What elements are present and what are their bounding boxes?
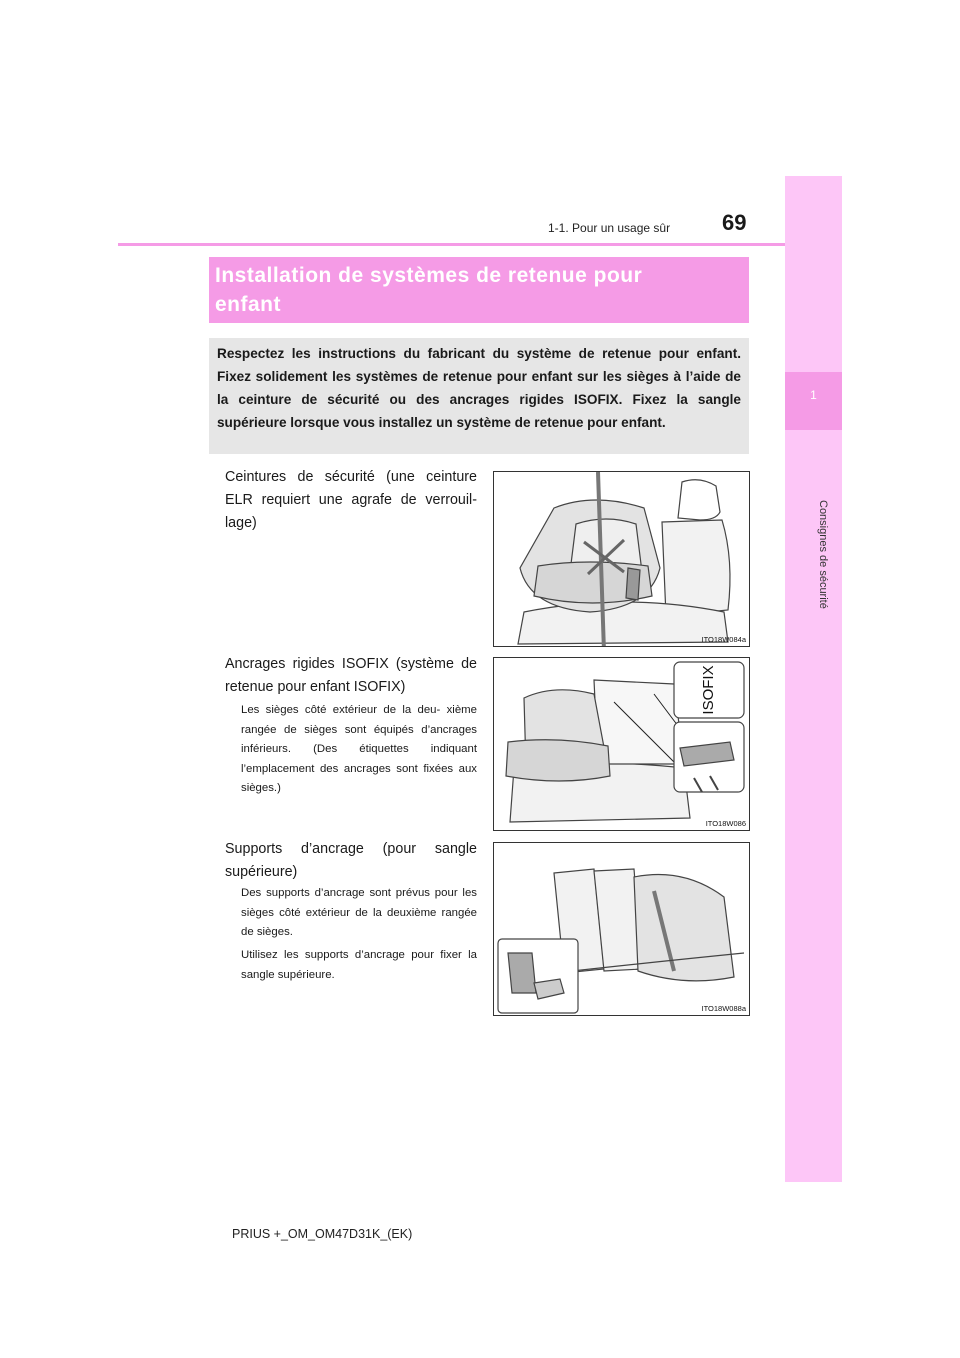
section-title-box — [209, 257, 749, 323]
item-title-isofix: Ancrages rigides ISOFIX (système de retenue pour enfant ISOFIX) — [225, 656, 477, 695]
section-title — [215, 261, 743, 319]
section-title-line2: enfant — [215, 293, 281, 316]
figure-code: ITO18W086 — [705, 819, 746, 828]
document-code-footer: PRIUS +_OM_OM47D31K_(EK) — [232, 1227, 413, 1241]
page-number: 69 — [722, 210, 747, 235]
item-title-seatbelt: Ceintures de sécurité (une ceinture ELR requiert une agrafe de verrouil- lage) — [225, 469, 477, 531]
chapter-label: Consignes de sécurité — [817, 500, 829, 609]
figure-anchor-brackets — [493, 842, 750, 1016]
intro-text: Respectez les instructions du fabricant du système de retenue pour enfant. Fixez solidement les systèmes de retenue pour enfant sur les sièges à l’aide de la ceinture de sécurité ou des ancrages rigides ISOFIX. Fixez la sangle supérieure lorsque vous installez un système de retenue pour enfant. — [217, 346, 741, 430]
intro-box — [209, 338, 749, 454]
chapter-side-tab — [785, 176, 842, 1182]
item-title-anchor-brackets: Supports d’ancrage (pour sangle supérieure) — [225, 841, 477, 880]
child-seat-seatbelt-illustration — [494, 472, 749, 646]
section-reference: 1-1. Pour un usage sûr — [548, 221, 671, 235]
figure-isofix-install — [493, 657, 750, 831]
isofix-seat-illustration — [494, 658, 749, 830]
header-rule — [118, 243, 842, 246]
item-desc-anchor-2: Utilisez les supports d’ancrage pour fixer la sangle supérieure. — [241, 949, 477, 981]
section-title-line1: Installation de systèmes de retenue pour — [215, 264, 643, 287]
figure-code: ITO18W088a — [701, 1004, 746, 1013]
chapter-number: 1 — [810, 388, 817, 402]
tether-anchor-illustration — [494, 843, 749, 1015]
figure-seatbelt-install — [493, 471, 750, 647]
item-desc-anchor-1: Des supports d’ancrage sont prévus pour les sièges côté extérieur de la deuxième rangée de sièges. — [241, 887, 477, 938]
isofix-label: ISOFIX — [700, 665, 717, 715]
item-desc-isofix: Les sièges côté extérieur de la deu- xième rangée de sièges sont équipés d’ancrages inférieurs. (Des étiquettes indiquant l’emplacement des ancrages sont fixées aux sièges.) — [241, 704, 477, 794]
figure-code: ITO18W084a — [701, 635, 746, 644]
